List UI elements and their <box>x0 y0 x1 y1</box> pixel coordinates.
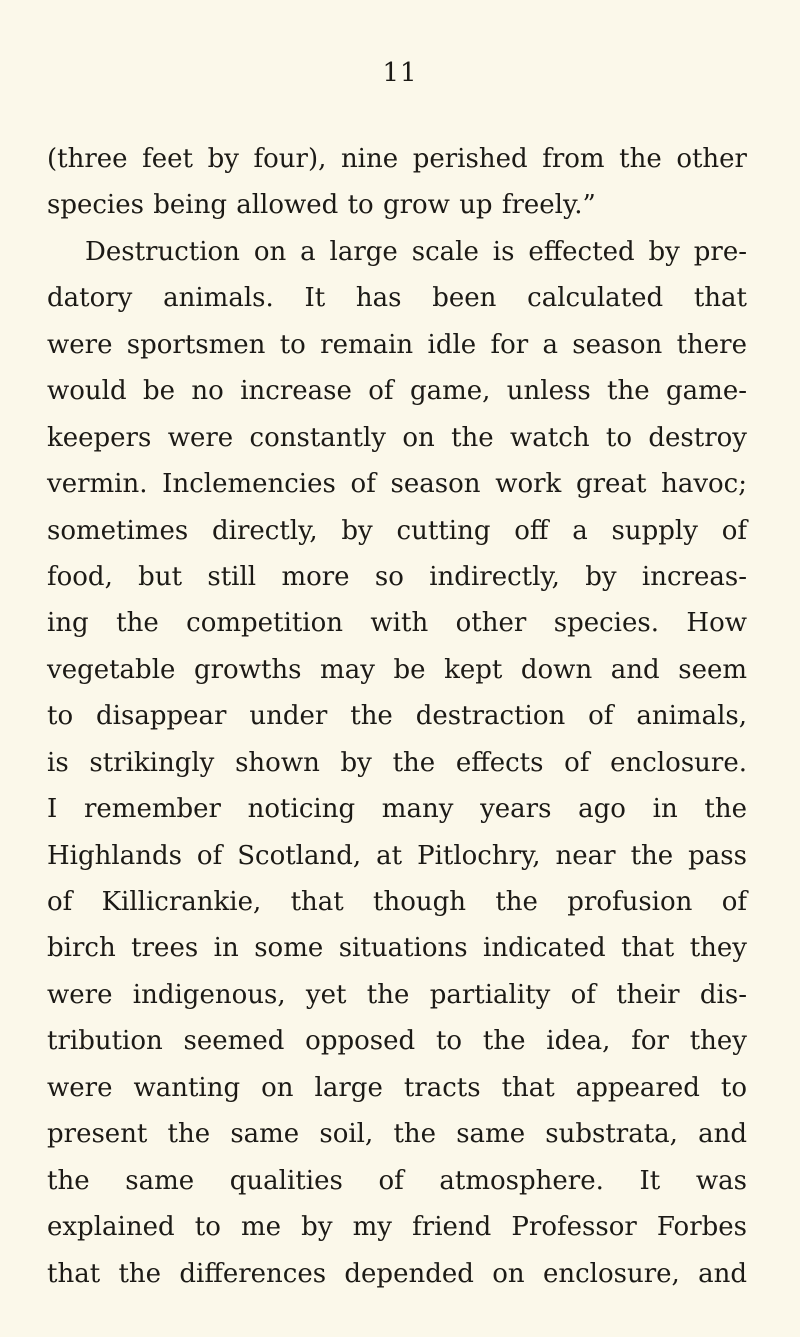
text-line: vegetable growths may be kept down and seem <box>47 654 747 685</box>
body-text <box>47 136 747 1297</box>
text-line: ing the competition with other species. How <box>47 608 747 639</box>
text-line: present the same soil, the same substrata, and <box>47 1119 747 1150</box>
text-line: datory animals. It has been calculated that <box>47 283 747 314</box>
text-line: species being allowed to grow up freely.” <box>47 190 596 221</box>
text-line: were indigenous, yet the partiality of their dis- <box>47 979 747 1010</box>
text-line: would be no increase of game, unless the game- <box>47 376 747 407</box>
text-line: Destruction on a large scale is effected by pre- <box>85 236 747 267</box>
text-line: were sportsmen to remain idle for a season there <box>47 329 747 360</box>
text-line: (three feet by four), nine perished from the other <box>47 144 747 174</box>
text-line: sometimes directly, by cutting off a supply of <box>47 515 747 546</box>
text-line: to disappear under the destraction of animals, <box>47 701 747 732</box>
text-line: the same qualities of atmosphere. It was <box>47 1165 747 1196</box>
text-line: I remember noticing many years ago in the <box>47 794 747 825</box>
text-line: explained to me by my friend Professor Forbes <box>47 1212 747 1243</box>
text-line: that the differences depended on enclosure, and <box>47 1258 747 1289</box>
text-line: birch trees in some situations indicated that they <box>47 933 747 964</box>
text-line: of Killicrankie, that though the profusion of <box>47 887 747 917</box>
text-line: is strikingly shown by the effects of enclosure. <box>47 747 747 778</box>
text-line: were wanting on large tracts that appeared to <box>47 1072 747 1103</box>
text-line: vermin. Inclemencies of season work great havoc; <box>47 469 747 500</box>
page-number: 11 <box>382 58 418 88</box>
text-line: Highlands of Scotland, at Pitlochry, near the pass <box>47 840 747 871</box>
text-line: food, but still more so indirectly, by increas- <box>47 561 747 592</box>
text-line: keepers were constantly on the watch to destroy <box>47 422 747 453</box>
text-line: tribution seemed opposed to the idea, for they <box>47 1026 747 1057</box>
